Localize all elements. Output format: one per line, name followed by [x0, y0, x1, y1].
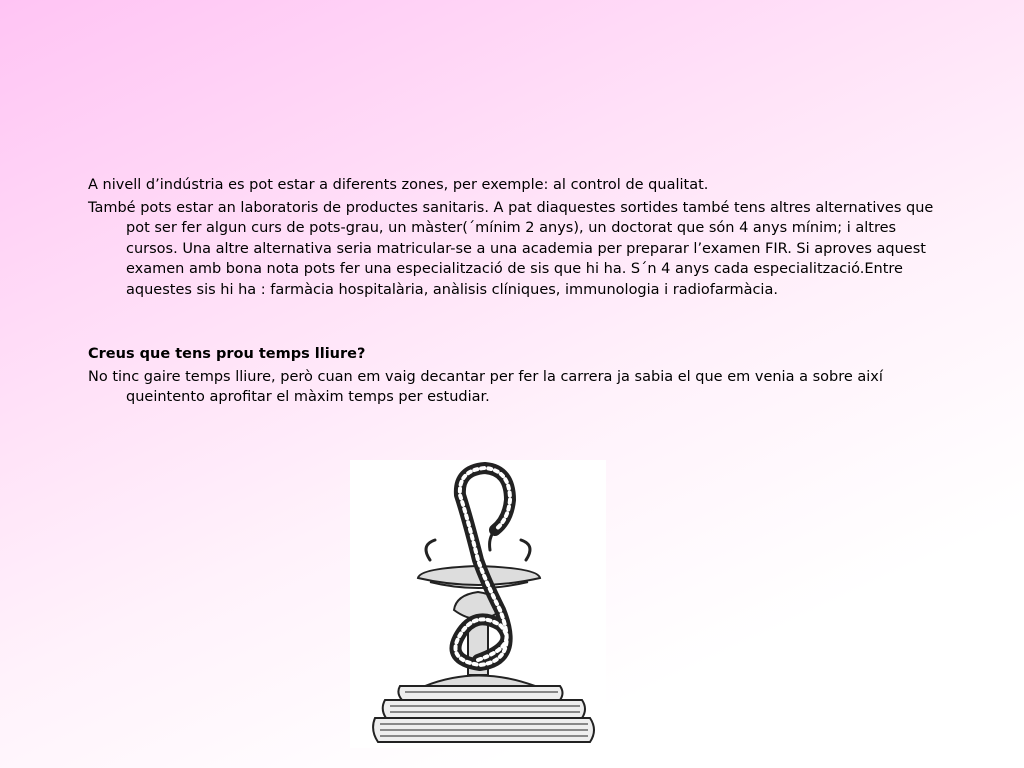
paragraph-alternatives: També pots estar an laboratoris de productes sanitaris. A pat diaquestes sortides també tens altres alternatives que pot ser fer algun curs de pots-grau, un màster(´mínim 2 anys), un doctorat que són 4 anys mínim; i altres cursos. Una altre alternativa seria matricular-se a una academia per preparar l’examen FIR. Si aproves aquest examen amb bona nota pots fer una especialització de sis que hi ha. S´n 4 anys cada especialització.Entre aquestes sis hi ha : farmàcia hospitalària, anàlisis clíniques, immunologia i radiofarmàcia. [88, 199, 934, 298]
answer-paragraph: No tinc gaire temps lliure, però cuan em vaig decantar per fer la carrera ja sabia el que em venia a sobre així queintento aprofitar el màxim temps per estudiar. [88, 368, 883, 405]
pharmacy-snake-bowl-on-books-icon [350, 460, 606, 748]
paragraph-industry: A nivell d’indústria es pot estar a diferents zones, per exemple: al control de qualitat. [88, 177, 709, 193]
question-heading: Creus que tens prou temps lliure? [88, 346, 366, 362]
pharmacy-emblem [350, 460, 606, 748]
slide-text [88, 175, 938, 410]
books-stack-icon [373, 686, 594, 742]
